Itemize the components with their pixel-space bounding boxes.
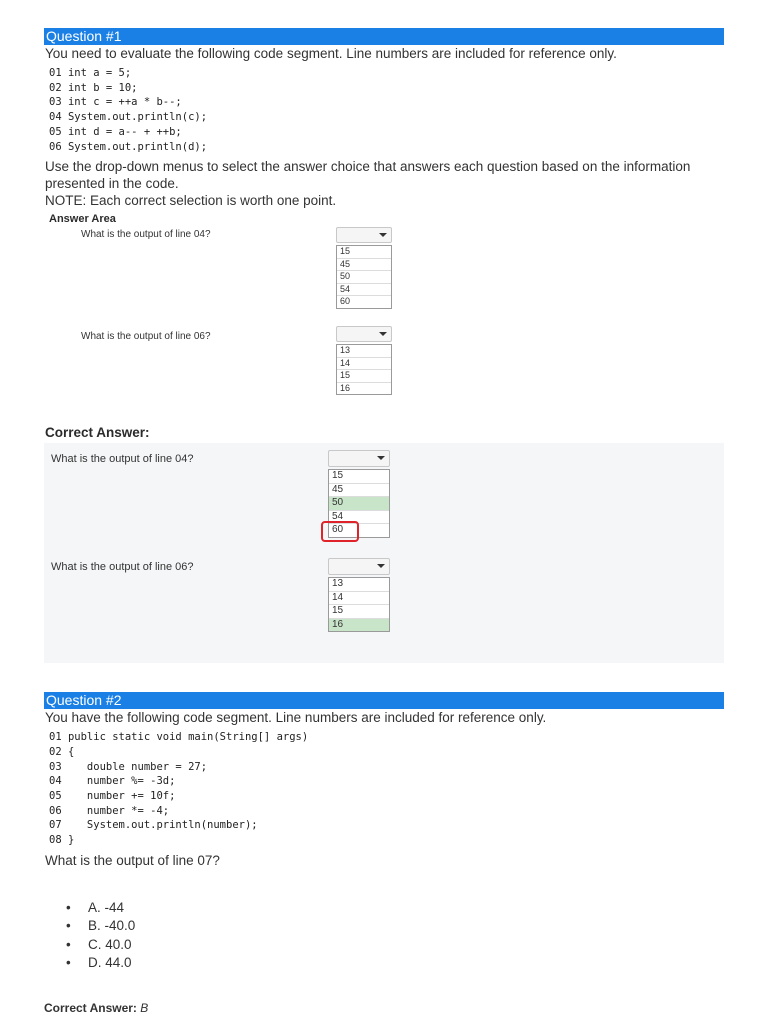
code-line: 01 public static void main(String[] args)	[49, 731, 309, 744]
correct-question-1: What is the output of line 04?	[51, 453, 194, 466]
correct-answer-value: B	[140, 1000, 149, 1015]
dropdown-option: 15	[329, 605, 389, 619]
dropdown-option[interactable]: 14	[337, 358, 391, 371]
question-2-code	[49, 730, 724, 848]
dropdown-header[interactable]	[336, 326, 392, 342]
question-1-note: NOTE: Each correct selection is worth one point.	[45, 193, 337, 209]
dropdown-option[interactable]: 60	[340, 296, 351, 307]
code-line: 05 int d = a-- + ++b;	[49, 125, 182, 138]
answer-option-b	[66, 917, 724, 936]
dropdown-option[interactable]: 15	[337, 370, 391, 383]
correct-dropdown-1	[328, 450, 390, 538]
bullet-icon: •	[66, 899, 71, 915]
bullet-icon: •	[66, 955, 71, 971]
dropdown-option[interactable]: 13	[337, 345, 391, 358]
question-2-correct-answer	[44, 1001, 724, 1015]
answer-dropdown-1[interactable]	[336, 227, 392, 309]
answer-area	[44, 225, 724, 425]
code-line: 03 int c = ++a * b--;	[49, 96, 182, 109]
dropdown-options	[336, 245, 392, 309]
answer-option-a	[66, 899, 724, 918]
dropdown-header	[328, 450, 390, 467]
chevron-down-icon	[379, 332, 387, 336]
code-line: 07 System.out.println(number);	[49, 819, 258, 832]
correct-answer-label: Correct Answer:	[44, 1000, 137, 1015]
dropdown-option-highlighted: 16	[329, 619, 389, 632]
dropdown-options	[328, 577, 390, 632]
question-1-intro: You need to evaluate the following code segment. Line numbers are included for reference only.	[45, 46, 617, 61]
dropdown-option[interactable]: 50	[337, 271, 391, 284]
code-line: 01 int a = 5;	[49, 67, 132, 79]
answer-question-1: What is the output of line 04?	[81, 229, 211, 241]
correct-question-2: What is the output of line 06?	[51, 561, 194, 574]
code-line: 08 }	[49, 834, 75, 847]
dropdown-option: 54	[329, 511, 389, 525]
code-line: 06 number *= -4;	[49, 804, 170, 817]
answer-option-c	[66, 936, 724, 955]
question-2-header: Question #2	[44, 692, 724, 709]
dropdown-options	[328, 469, 390, 538]
dropdown-option-highlighted: 50	[329, 497, 389, 511]
dropdown-option[interactable]: 54	[337, 284, 391, 297]
dropdown-option[interactable]: 45	[337, 259, 391, 272]
dropdown-option: 13	[329, 578, 389, 592]
dropdown-header	[328, 558, 390, 575]
code-line: 02 int b = 10;	[49, 81, 138, 94]
code-line: 03 double number = 27;	[49, 760, 208, 773]
question-2-intro: You have the following code segment. Line numbers are included for reference only.	[45, 710, 547, 726]
bullet-icon: •	[66, 936, 71, 952]
chevron-down-icon	[379, 233, 387, 237]
dropdown-option-text: 60	[332, 524, 344, 536]
code-line: 02 {	[49, 745, 75, 758]
dropdown-header[interactable]	[336, 227, 392, 243]
dropdown-option[interactable]: 16	[340, 382, 351, 393]
answer-options	[66, 899, 724, 973]
dropdown-option: 14	[329, 592, 389, 606]
question-1-header: Question #1	[44, 28, 724, 45]
correct-dropdown-2	[328, 558, 390, 632]
question-1-code	[49, 66, 724, 154]
answer-option-d	[66, 954, 724, 973]
code-line: 04 number %= -3d;	[49, 775, 176, 788]
dropdown-option[interactable]: 15	[337, 246, 391, 259]
bullet-icon: •	[66, 918, 71, 934]
dropdown-options	[336, 344, 392, 395]
answer-dropdown-2[interactable]	[336, 326, 392, 395]
correct-answer-title: Correct Answer:	[45, 425, 150, 441]
answer-option-text: B. -40.0	[88, 918, 136, 934]
answer-option-text: D. 44.0	[88, 955, 132, 971]
answer-question-2: What is the output of line 06?	[81, 331, 211, 343]
question-1-instruction: Use the drop-down menus to select the answer choice that answers each question based on the information presented in the code.	[45, 159, 691, 192]
correct-answer-box	[44, 443, 724, 663]
code-line: 06 System.out.println(d);	[49, 140, 208, 153]
code-line: 05 number += 10f;	[49, 790, 176, 803]
dropdown-option: 15	[329, 470, 389, 484]
answer-option-text: C. 40.0	[88, 936, 132, 952]
red-circle-annotation	[321, 521, 359, 542]
question-2-text: What is the output of line 07?	[45, 852, 220, 868]
dropdown-option-circled	[329, 524, 389, 537]
answer-option-text: A. -44	[88, 899, 125, 915]
code-line: 04 System.out.println(c);	[49, 111, 208, 124]
answer-area-title: Answer Area	[49, 213, 116, 226]
dropdown-option: 45	[329, 484, 389, 498]
page	[44, 28, 724, 1015]
chevron-down-icon	[377, 564, 385, 568]
chevron-down-icon	[377, 456, 385, 460]
